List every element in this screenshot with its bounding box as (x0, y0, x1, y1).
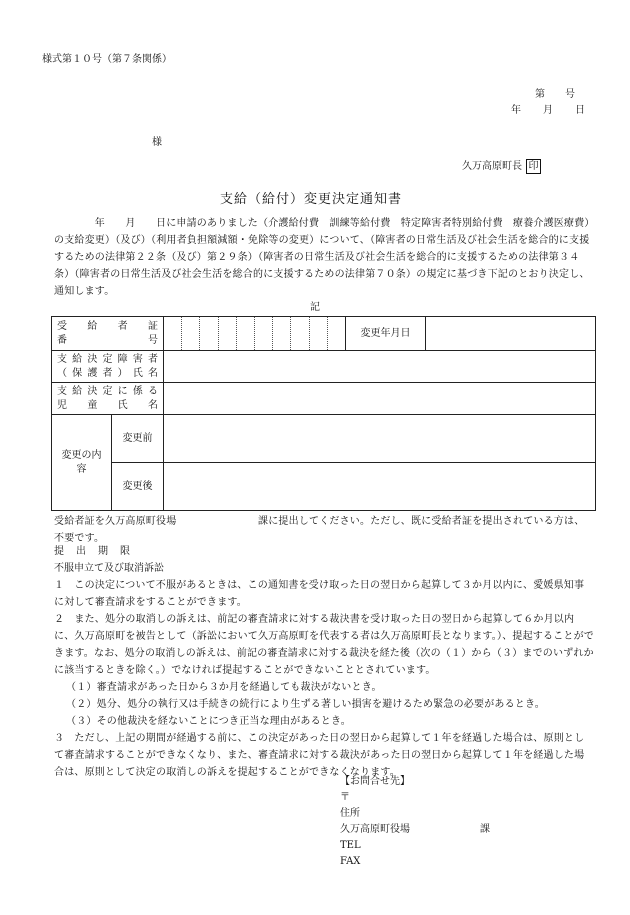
form-number: 様式第１０号（第７条関係） (42, 54, 172, 65)
deadline-label: 提 出 期 限 (54, 546, 131, 557)
after-value[interactable] (164, 463, 596, 511)
issuer-name: 久万高原町長 (462, 161, 522, 172)
cert-number-label: 受 給 者 証 番 号 (52, 317, 164, 351)
contact-postal: 〒 (340, 792, 350, 803)
contact-section: 課 (480, 824, 490, 835)
child-label: 支給決定に係る 児 童 氏 名 (52, 383, 164, 415)
change-date-value[interactable] (426, 317, 596, 351)
appeal-subitem-2: （２）処分、処分の執行又は手続きの続行により生ずる著しい損害を避けるため緊急の必要があるとき。 (66, 699, 545, 710)
before-row (52, 415, 596, 463)
addressee-honorific: 様 (152, 137, 162, 148)
change-content-label: 変更の内容 (52, 415, 112, 511)
document-number: 第 号 (535, 89, 575, 100)
appeal-item-3: ３ ただし、上記の期間が経過する前に、この決定があった日の翌日から起算して１年を経過した場合は、原則として審査請求することができなくなり、また、審査請求に対する裁決があった日の翌日から起算して１年を経過した場合は、原則として決定の取消しの訴えを提起することができなくなります。 (54, 733, 585, 778)
recipient-name-value[interactable] (164, 351, 596, 383)
contact-fax: FAX (340, 856, 361, 867)
contact-address: 住所 (340, 808, 360, 819)
issue-date: 年 月 日 (511, 105, 591, 116)
intro-paragraph: 年 月 日に申請のありました（介護給付費 訓練等給付費 特定障害者特別給付費 療養介護医療費）の支給変更）（及び）（利用者負担額減額・免除等の変更）について、（障害者の日常生活及び社会生活を総合的に支援するための法律第２２条（及び）第２９条）（障害者の日常生活及び社会生活を総合的に支援するための法律第３４条）（障害者の日常生活及び社会生活を総合的に支援するための法律第７０条）の規定に基づき下記のとおり決定し、通知します。 (54, 218, 590, 297)
change-date-label: 変更年月日 (346, 317, 426, 351)
after-label: 変更後 (112, 463, 164, 511)
before-label: 変更前 (112, 415, 164, 463)
recipient-label: 支給決定障害者 （保護者）氏名 (52, 351, 164, 383)
contact-office: 久万高原町役場 (340, 824, 410, 835)
document-title: 支給（給付）変更決定通知書 (220, 192, 403, 207)
appeal-heading: 不服申立て及び取消訴訟 (54, 563, 164, 574)
contact-heading: 【お問合せ先】 (340, 776, 410, 787)
recipient-row (52, 351, 596, 383)
appeal-item-2: ２ また、処分の取消しの訴えは、前記の審査請求に対する裁決書を受け取った日の翌日から起算して６か月以内に、久万高原町を被告として（訴訟において久万高原町を代表する者は久万高原町長となります。）、提起することができます。なお、処分の取消しの訴えは、前記の審査請求に対する裁決を経た後（次の（１）から（３）までのいずれかに該当するときを除く。）でなければ提起することができないこととされています。 (54, 614, 594, 676)
ki-marker: 記 (310, 302, 320, 313)
appeal-item-1: １ この決定について不服があるときは、この通知書を受け取った日の翌日から起算して３か月以内に、愛媛県知事に対して審査請求をすることができます。 (54, 580, 585, 608)
child-row (52, 383, 596, 415)
appeal-subitem-3: （３）その他裁決を経ないことにつき正当な理由があるとき。 (66, 716, 351, 727)
cert-number-row (52, 317, 596, 351)
issuer (462, 159, 541, 174)
seal-mark: 印 (526, 159, 541, 174)
contact-tel: TEL (340, 840, 361, 851)
change-details-table (51, 316, 596, 511)
before-value[interactable] (164, 415, 596, 463)
submit-note: 受給者証を久万高原町役場 課に提出してください。ただし、既に受給者証を提出されている方は、不要です。 (54, 516, 585, 544)
cert-number-boxes[interactable] (164, 317, 346, 351)
appeal-subitem-1: （１）審査請求があった日から３か月を経過しても裁決がないとき。 (66, 682, 382, 693)
after-row (52, 463, 596, 511)
child-name-value[interactable] (164, 383, 596, 415)
